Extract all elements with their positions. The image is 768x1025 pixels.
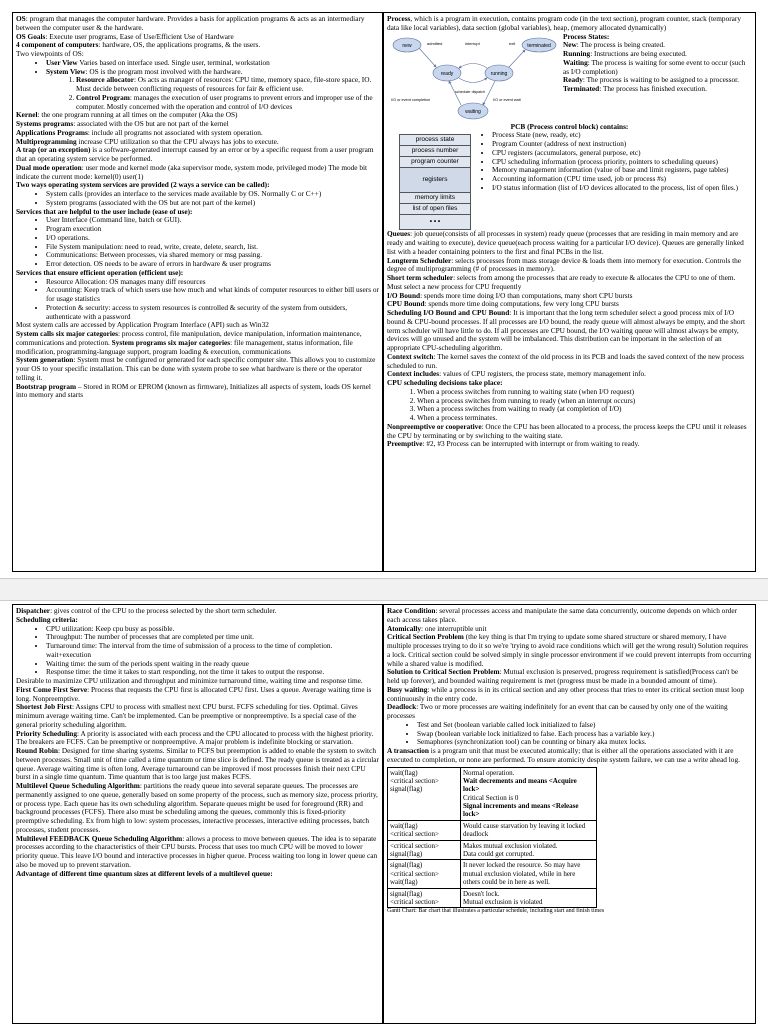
term-preemptive: Preemptive [387, 439, 423, 449]
table-cell: Normal operation. Wait decrements and means <Acquire lock> Critical Section is 0 Signal increments and means <Release lock> [461, 767, 597, 820]
term-critical-section-problem: Critical Section Problem [387, 632, 464, 642]
list-item: • System calls (provides an interface to the services made available by OS. Normally C or C++) [46, 190, 379, 199]
decisions-list [387, 388, 752, 423]
criteria-list [16, 625, 379, 678]
list-item: • File System manipulation: need to read, write, create, delete, search, list. [46, 243, 379, 252]
states-heading: Process States: [563, 31, 610, 41]
list-item: • Process State (new, ready, etc) [492, 131, 752, 140]
term-time-quantum-advantage: Advantage of different time quantum sizes at different levels of a multilevel queue: [16, 868, 273, 878]
term-busy-waiting: Busy waiting [387, 684, 428, 694]
term-dispatcher: Dispatcher [16, 606, 51, 615]
term-helpful-services: Services that are helpful to the user include (ease of use): [16, 206, 193, 216]
list-item: • I/O operations. [46, 234, 379, 243]
state-terminated: terminated [527, 42, 551, 49]
helpful-list [16, 216, 379, 269]
ways-list [16, 190, 379, 208]
list-item: • Communications: Between processes, via shared memory or msg passing. [46, 251, 379, 260]
list-item: • System View: OS is the program most involved with the hardware. 1. Resource allocator: Os acts as manager of resources: CPU time, memory space, file-store space, IO. Must decide between conflicting requests of resources for fair & efficient use. 2. Control Program: manages the execution of user programs to prevent errors and improper use of the computer. Mostly concerned with the operation and control of I/O devices [46, 68, 379, 112]
list-item: • User Interface (Command line, batch or GUI). [46, 216, 379, 225]
list-item: • Turnaround time: The interval from the time of submission of a process to the time of completion. wait+execution [46, 642, 379, 660]
term-process: Process [387, 14, 411, 23]
page-gap [0, 578, 768, 600]
label-io-complete: I/O or event completion [391, 97, 431, 102]
list-item: • Error detection. OS needs to be aware of errors in hardware & user programs [46, 260, 379, 269]
term-kernel: Kernel [16, 110, 38, 120]
pcb-cell: process number [399, 146, 471, 157]
list-item: • Protection & security: access to system resources is controlled & security of the system from outsiders, authenticate with a password [46, 304, 379, 322]
list-item: • User View Varies based on interface used. Single user, terminal, workstation [46, 59, 379, 68]
pcb-cell: program counter [399, 157, 471, 168]
page2-left-column: Dispatcher: gives control of the CPU to the process selected by the short term scheduler. Scheduling criteria: • CPU utilization: Keep cpu busy as possible. • Throughput: The number of processes that are completed per time unit. • Turnaround time: The interval from the time of submission of a process to the time of completion. wait+execution • Waiting time: the sum of the periods spent waiting in the ready queue • Response time: the time it takes to start responding, not the time it takes to output the response. Desirable to maximize CPU utilization and throughput and minimize turnaround time, waiting time and response time. First Come First Serve: Process that requests the CPU first is allocated CPU first. Uses a queue. Average waiting time is long. Nonpreemptive. Shortest Job First: Assigns CPU to process with smallest next CPU burst. FCFS scheduling for ties. Optimal. Gives minimum average waiting time. Can't be implemented. Can be preemptive or nonpreemptive. Is a special case of the general priority scheduling algorithm. Priority Scheduling: A priority is associated with each process and the CPU allocated to process with the highest priority. The breakers are FCFS. Can be preemptive or nonpreemptive. A major problem is indefinite blocking or starvation. Round Robin: Designed for time sharing systems. Similar to FCFS but preemption is added to enable the system to switch between processes. Small unit of time called a time quantum or time slice is defined. The ready queue is treated as a circular queue. Average waiting time is often long. Average turnaround can be improved if most processes finish their next CPU burst in a single time quantum. Time quantum that is too large just makes FCFS. Multilevel Queue Scheduling Algorithm: partitions the ready queue into several separate queues. The processes are permanently assigned to one queue, generally based on some property of the process, such as memory size, process priority, or process type. Each queue has its own scheduling algorithm. Separate queues might be used for foreground (RR) and background processes (FCFS). There also must be scheduling among the queues, commonly this is fixed-priority preemptive scheduling. Ex from high to low: system processes, interactive processes, interactive editing processes, batch processes, student processes. Multilevel FEEDBACK Queue Scheduling Algorithm: allows a process to move between queues. The idea is to separate processes according to the characteristics of their CPU bursts. Process that uses too much CPU will be moved to lower priority queue. This leave I/O bound and interactive processes in higher queue. Process waiting too long in lower queue can also be moved up to prevent starvation. Advantage of different time quantum sizes at different levels of a multilevel queue: [12, 604, 383, 1024]
table-row [388, 840, 597, 860]
term-systems-programs: Systems programs [16, 119, 74, 128]
list-item: • Program Counter (address of next instruction) [492, 140, 752, 149]
list-item: • Response time: the time it takes to start responding, not the time it takes to output the response. [46, 668, 379, 677]
list-item: • Memory management information (value of base and limit registers, page tables) [492, 166, 752, 175]
term-system-program-categories: System programs six major categories [111, 337, 231, 347]
term-short-term-scheduler: Short term scheduler [387, 273, 454, 282]
list-item: • Throughput: The number of processes that are completed per time unit. [46, 633, 379, 642]
process-state-diagram [389, 35, 559, 123]
table-cell: Makes mutual exclusion violated. Data could get corrupted. [461, 840, 597, 860]
label-exit: exit [509, 40, 516, 46]
state-new: new [402, 42, 412, 49]
table-cell: Doesn't lock. Mutual exclusion is violated [461, 888, 597, 908]
term-context-includes: Context includes [387, 369, 440, 379]
label-io-wait: I/O or event wait [493, 97, 521, 102]
list-item: • CPU registers (accumulators, general purpose, etc) [492, 149, 752, 158]
api-note: Most system calls are accessed by Application Program Interface (API) such as Win32 [16, 320, 269, 330]
term-race-condition: Race Condition [387, 606, 436, 615]
list-item: • Accounting: Keep track of which users use how much and what kinds of computer resources to either bill users or for usage statistics [46, 286, 379, 304]
system-view-list [46, 76, 379, 111]
term-io-bound: I/O Bound [387, 290, 421, 300]
state-ready: ready [440, 70, 454, 77]
list-item: 4. When a process terminates. [417, 414, 752, 423]
list-item: • Resource Allocation: OS manages many diff resources [46, 278, 379, 287]
term-bootstrap: Bootstrap program [16, 381, 77, 391]
list-item: • CPU utilization: Keep cpu busy as possible. [46, 625, 379, 634]
pcb-cell: • • • [399, 215, 471, 230]
list-item: • Waiting time: the sum of the periods spent waiting in the ready queue [46, 660, 379, 669]
term-two-ways: Two ways operating system services are provided (2 ways a service can be called): [16, 180, 270, 190]
list-item: 1. Resource allocator: Os acts as manager of resources: CPU time, memory space, file-store space, IO. Must decide between conflicting requests of resources for fair & efficient use. [76, 76, 379, 94]
term-multilevel-queue: Multilevel Queue Scheduling Algorithm [16, 781, 140, 790]
pcb-cell: process state [399, 134, 471, 146]
table-cell: signal(flag) <critical section> wait(flag) [388, 860, 461, 888]
term-long-term-scheduler: Longterm Scheduler [387, 255, 452, 265]
term-transaction: A transaction [387, 746, 429, 755]
label-dispatch: scheduler dispatch [455, 89, 485, 94]
list-item: • System programs (associated with the OS but are not part of the kernel) [46, 199, 379, 208]
term-applications-programs: Applications Programs [16, 127, 88, 137]
list-item: • I/O status information (list of I/O devices allocated to the process, list of open files.) [492, 184, 752, 193]
list-item: • CPU scheduling information (process priority, pointers to scheduling queues) [492, 158, 752, 167]
term-multilevel-feedback-queue: Multilevel FEEDBACK Queue Scheduling Algorithm [16, 833, 183, 843]
pcb-cell: memory limits [399, 193, 471, 204]
term-context-switch: Context switch [387, 351, 434, 361]
efficient-list [16, 278, 379, 322]
list-item: • Accounting information (CPU time used, job or process #s) [492, 175, 752, 184]
term-components: 4 component of computers [16, 40, 99, 50]
list-item: 1. When a process switches from running to waiting state (when I/O request) [417, 388, 752, 397]
term-deadlock: Deadlock [387, 702, 417, 712]
term-critical-section-solution: Solution to Critical Section Problem [387, 667, 500, 677]
process-states: Process States: New: The process is being created. Running: Instructions are being executed. Waiting: The process is waiting for some event to occur (such as I/O completion) Ready: The process is waiting to be assigned to a processor. Terminated: The process has finished execution. [563, 31, 746, 93]
term-os: OS [16, 14, 26, 23]
term-dual-mode: Dual mode operation [16, 162, 82, 172]
table-row [388, 888, 597, 908]
term-nonpreemptive: Nonpreemptive or cooperative [387, 421, 482, 431]
pcb-heading: PCB (Process control block) contains: [510, 121, 629, 131]
semaphore-table [387, 767, 597, 909]
label-interrupt: interrupt [465, 40, 480, 46]
def-components: : hardware, OS, the applications programs, & the users. [98, 40, 261, 50]
term-priority-scheduling: Priority Scheduling [16, 728, 78, 738]
table-row [388, 767, 597, 820]
page1-left-column: OS: program that manages the computer hardware. Provides a basis for application programs & acts as an intermediary between the computer user & the hardware. OS Goals: Execute user programs, Ease of Use/Efficient Use of Hardware 4 component of computers: hardware, OS, the applications programs, & the users. Two viewpoints of OS: • User View Varies based on interface used. Single user, terminal, workstation • System View: OS is the program most involved with the hardware. 1. Resource allocator: Os acts as manager of resources: CPU time, memory space, file-store space, IO. Must decide between conflicting requests of resources for fair & efficient use. 2. Control Program: manages the execution of user programs to prevent errors and improper use of the computer. Mostly concerned with the operation and control of I/O devices Kernel: the one program running at all times on the computer (Aka the OS) Systems programs: associated with the OS but are not part of the kernel Applications Programs: include all programs not associated with system operation. Multiprogramming increase CPU utilization so that the CPU always has jobs to execute. A trap (or an exception) is a software-generated interrupt caused by an error or by a specific request from a user program that an operating system service be performed. Dual mode operation: user mode and kernel mode (aka supervisor mode, system mode, privileged mode) The mode bit indicate the current mode: kernel(0) user(1) Two ways operating system services are provided (2 ways a service can be called): • System calls (provides an interface to the services made available by OS. Normally C or C++) • System programs (associated with the OS but are not part of the kernel) Services that are helpful to the user include (ease of use): • User Interface (Command line, batch or GUI). • Program execution • I/O operations. • File System manipulation: need to read, write, create, delete, search, list. • Communications: Between processes, via shared memory or msg passing. • Error detection. OS needs to be aware of errors in hardware & user programs Services that ensure efficient operation (efficient use): • Resource Allocation: OS manages many diff resources • Accounting: Keep track of which users use how much and what kinds of computer resources to either bill users or for usage statistics • Protection & security: access to system resources is controlled & security of the system from outsiders, authenticate with a password Most system calls are accessed by Application Program Interface (API) such as Win32 System calls six major categories: process control, file manipulation, device manipulation, information maintenance, communications and protection. System programs six major categories: file management, status information, file modification, programming-language support, program loading & execution, communications System generation: System must be configured or generated for each specific computer site. This allows you to customize your OS to your specific installation. This can be done with system probe to see what hardware is there or the operator telling it. Bootstrap program – Stored in ROM or EPROM (known as firmware), Initializes all aspects of system, loads OS kernel into memory and starts [12, 12, 383, 572]
state-running: running [490, 70, 508, 77]
table-cell: It never locked the resource. So may have mutual exclusion violated, while in here others could be in here as well. [461, 860, 597, 888]
pcb-cell: registers [399, 168, 471, 193]
term-os-goals: OS Goals [16, 31, 46, 41]
def-os: : program that manages the computer hardware. Provides a basis for application programs & acts as an intermediary between the computer user & the hardware. [16, 14, 365, 32]
page1-right-column: Process, which is a program in execution, contains program code (in the text section), program counter, stack (temporary data like local variables), data section (global variables), heap, (memory allocated dynamically) new terminated ready running waiting admitted interrupt exit scheduler dispatch I/O or event completion I/O or event wait Process States: New: The process is being created. Running: Instructions are being executed. Waiting: The process is waiting for some event to occur (such as I/O completion) Ready: The process is waiting to be assigned to a processor. Terminated: The process has finished execution. PCB (Process control block) contains: process state process number program counter registers memory limits list of open files • • • • Process State (new, ready, etc) • Program Counter (address of next instruction) • CPU registers (accumulators, general purpose, etc) • CPU scheduling information (process priority, pointers to scheduling queues) • Memory management information (value of base and limit registers, page tables) • Accounting information (CPU time used, job or process #s) • I/O status information (list of I/O devices allocated to the process, list of open files.) Queues: job queue(consists of all processes in system) ready queue (processes that are residing in main memory and are ready and waiting to execute), device queue(each process waiting for a particular I/O device). Queues are generally linked list with a header containing pointers to the first and final PCBs in the list. Longterm Scheduler: selects processes from mass storage device & loads them into memory for execution. Controls the degree of multiprogramming (# of processes in memory). Short term scheduler: selects from among the processes that are ready to execute & allocates the CPU to one of them. Must select a new process for CPU frequently I/O Bound: spends more time doing I/O than computations, many short CPU bursts CPU Bound: spends more time doing computations, few very long CPU bursts Scheduling I/O Bound and CPU Bound: It is important that the long term scheduler select a good process mix of I/O bound & CPU-bound processes. If all processes are I/O bound, the ready queue will almost always be empty, and the short term scheduler will have little to do. If all processes are CPU bound, the I/O waiting queue will almost always be empty, devices will go unused and the system will be imbalanced. This distribution can be important in the selection of an appropriate CPU-scheduling algorithm. Context switch: The kernel saves the context of the old process in its PCB and loads the saved context of the new process scheduled to run. Context includes: values of CPU registers, the process state, memory management info. CPU scheduling decisions take place: 1. When a process switches from running to waiting state (when I/O request) 2. When a process switches from running to ready (when an interrupt occurs) 3. When a process switches from waiting to ready (at completion of I/O) 4. When a process terminates. Nonpreemptive or cooperative: Once the CPU has been allocated to a process, the process keeps the CPU until it releases the CPU by terminating or by switching to the waiting state. Preemptive: #2, #3 Process can be interrupted with interrupt or from waiting to ready. [383, 12, 756, 572]
term-efficient-services: Services that ensure efficient operation (efficient use): [16, 267, 184, 277]
term-system-generation: System generation [16, 355, 74, 365]
list-item: 2. When a process switches from running to ready (when an interrupt occurs) [417, 397, 752, 406]
table-row [388, 820, 597, 840]
list-item: • Test and Set (boolean variable called lock initialized to false) [417, 721, 752, 730]
state-waiting: waiting [465, 108, 481, 115]
term-system-call-categories: System calls six major categories [16, 329, 118, 338]
table-cell: Would cause starvation by leaving it locked deadlock [461, 820, 597, 840]
two-viewpoints: Two viewpoints of OS: [16, 49, 84, 58]
term-fcfs: First Come First Serve [16, 684, 88, 694]
term-scheduling-criteria: Scheduling criteria: [16, 614, 78, 624]
term-scheduling-decisions: CPU scheduling decisions take place: [387, 378, 503, 387]
def-os-goals: : Execute user programs, Ease of Use/Efficient Use of Hardware [45, 31, 234, 41]
pcb-cell: list of open files [399, 204, 471, 215]
list-item: • Semaphores (synchronization tool) can be counting or binary aka mutex locks. [417, 738, 752, 747]
term-sjf: Shortest Job First [16, 702, 72, 712]
term-multiprogramming: Multiprogramming [16, 136, 77, 146]
table-cell: <critical section> signal(flag) [388, 840, 461, 860]
page2-right-column: Race Condition: several processes access and manipulate the same data concurrently, outcome depends on which order each access takes place. Atomically: one interruptible unit Critical Section Problem (the key thing is that I'm trying to update some shared structure or shared memory, I have multiple processes trying to do it so we're 'trying to avoid race conditions which will get the wrong result) Solution requires a lock. Critical section could be solved simply in single processor environment if we could prevent interrupts from occurring while a shared value is modified. Solution to Critical Section Problem: Mutual exclusion is preserved, progress requirement is satisfied(Process can't be held up forever), and bounded waiting requirement is met (progress must be made in a bounded amount of time). Busy waiting: while a process is in its critical section and any other process that tries to enter its critical section must loop continuously in the entry code. Deadlock: Two or more processes are waiting indefinitely for an event that can be caused by only one of the waiting processes • Test and Set (boolean variable called lock initialized to false) • Swap (boolean variable lock initialized to false. Each process has a variable key.) • Semaphores (synchronization tool) can be counting or binary aka mutex locks. A transaction is a program unit that must be executed atomically; that is either all the operations associated with it are executed to completion, or none are performed. To ensure atomicity despite system failure, we can use a write ahead log. wait(flag) <critical section> signal(flag) Normal operation. Wait decrements and means <Acquire lock> Critical Section is 0 Signal increments and means <Release lock> wait(flag) <critical section> Would cause starvation by leaving it locked deadlock <critical section> signal(flag) Makes mutual exclusion violated. Data could get corrupted. signal(flag) <critical section> wait(flag) It never locked the resource. So may have mutual exclusion violated, while in here others could be in here as well. signal(flag) <critical section> Doesn't lock. Mutual exclusion is violated Gantt Chart: Bar chart that illustrates a particular schedule, including start and finish times [383, 604, 756, 1024]
lock-list [387, 721, 752, 747]
views-list [16, 59, 379, 112]
table-row [388, 860, 597, 888]
pcb-figure [399, 134, 471, 230]
table-cell: signal(flag) <critical section> [388, 888, 461, 908]
term-trap: A trap (or an exception) [16, 145, 91, 155]
term-cpu-bound: CPU Bound [387, 299, 425, 309]
desirable-note: Desirable to maximize CPU utilization and throughput and minimize turnaround time, waiting time and response time. [16, 676, 363, 685]
list-item: • Swap (boolean variable lock initialized to false. Each process has a variable key.) [417, 730, 752, 739]
term-queues: Queues [387, 229, 411, 239]
list-item: 2. Control Program: manages the execution of user programs to prevent errors and improper use of the computer. Mostly concerned with the operation and control of I/O devices [76, 94, 379, 112]
table-cell: wait(flag) <critical section> signal(flag) [388, 767, 461, 820]
term-round-robin: Round Robin [16, 746, 58, 755]
table-cell: wait(flag) <critical section> [388, 820, 461, 840]
term-atomically: Atomically [387, 623, 422, 633]
label-admitted: admitted [427, 40, 443, 46]
list-item: • Program execution [46, 225, 379, 234]
term-scheduling-mix: Scheduling I/O Bound and CPU Bound [387, 308, 510, 317]
gantt-note: Gantt Chart: Bar chart that illustrates a particular schedule, including start and finish times [387, 908, 605, 915]
list-item: 3. When a process switches from waiting to ready (at completion of I/O) [417, 405, 752, 414]
